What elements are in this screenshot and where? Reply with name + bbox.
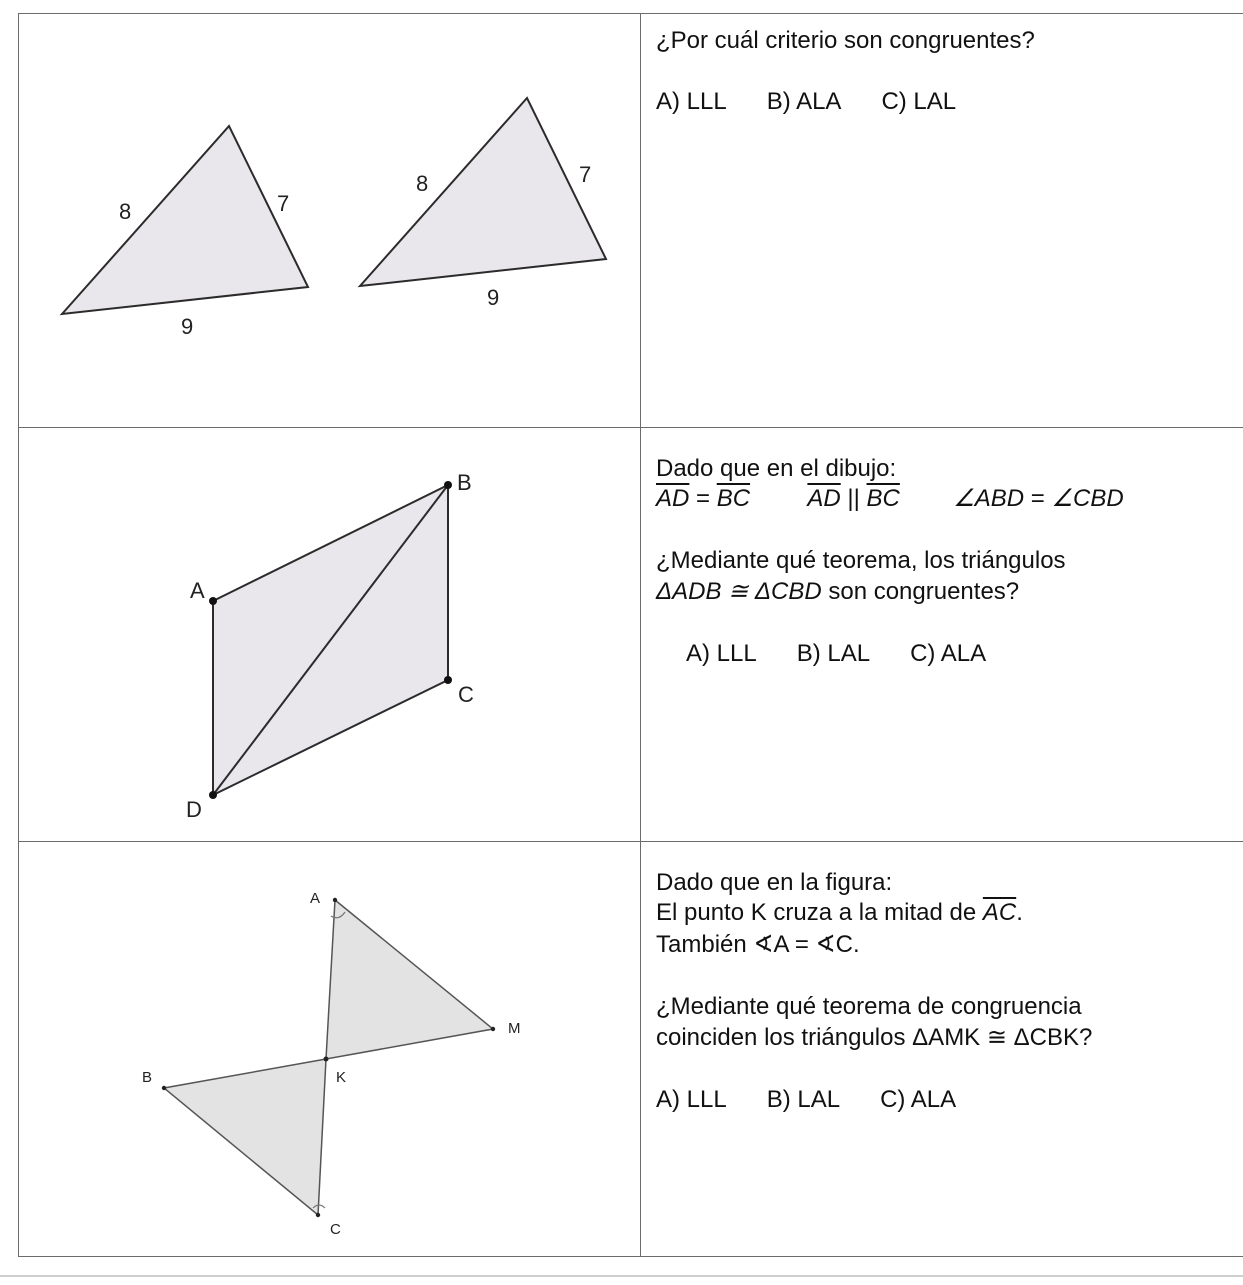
bowtie-triangles-figure	[19, 842, 641, 1256]
left-triangle	[62, 126, 308, 314]
right-side-right-label: 7	[579, 162, 592, 187]
point-m	[491, 1027, 495, 1031]
label-d: D	[186, 797, 202, 822]
question-row-1	[19, 14, 1243, 428]
question-3-options	[656, 1085, 956, 1115]
point-k	[324, 1057, 329, 1062]
text-cell-3	[641, 842, 1243, 1256]
segment-bc: $\overline{BC}$	[716, 485, 751, 512]
question-3-line1: ¿Mediante qué teorema de congruencia	[656, 993, 1082, 1020]
page-bottom-divider	[0, 1275, 1243, 1277]
point-b	[444, 481, 452, 489]
given-1-post: .	[1016, 899, 1023, 926]
worksheet-table	[18, 13, 1243, 1257]
left-side-left-label: 8	[119, 199, 132, 224]
label-a: A	[190, 578, 205, 603]
option-a: A) LLL	[656, 1086, 727, 1113]
label-m: M	[508, 1020, 521, 1037]
label-b: B	[457, 470, 472, 495]
figure-cell-1	[19, 14, 641, 427]
option-a: A) LLL	[686, 640, 757, 667]
question-2-line2	[656, 577, 1019, 607]
right-triangle	[360, 98, 606, 286]
text-cell-2	[641, 428, 1243, 841]
left-side-bottom-label: 9	[181, 314, 194, 339]
triangle-amk	[326, 900, 493, 1059]
label-b: B	[142, 1069, 153, 1086]
label-c: C	[458, 682, 474, 707]
point-b	[162, 1086, 166, 1090]
question-row-3	[19, 842, 1243, 1256]
segment-bc-2: $\overline{BC}$	[866, 485, 900, 512]
point-a	[333, 898, 337, 902]
angle-abd: ∠ABD	[953, 485, 1025, 512]
point-a	[209, 597, 217, 605]
option-b: B) ALA	[766, 88, 842, 115]
option-b: B) LAL	[766, 1086, 841, 1113]
question-2-line1: ¿Mediante qué teorema, los triángulos	[656, 547, 1066, 574]
right-side-left-label: 8	[416, 171, 429, 196]
angle-equals: =	[1030, 485, 1045, 512]
question-1-text: ¿Por cuál criterio son congruentes?	[656, 27, 1035, 54]
question-1-options	[656, 87, 956, 117]
question-3-line2: coinciden los triángulos ΔAMK ≅ ΔCBK?	[656, 1024, 1093, 1051]
figure-cell-3	[19, 842, 641, 1256]
question-row-2	[19, 428, 1243, 842]
left-side-right-label: 7	[277, 191, 290, 216]
option-c: C) ALA	[880, 1086, 957, 1113]
given-1-pre: El punto K cruza a la mitad de	[656, 899, 983, 926]
segment-ac: $\overline{AC}$	[982, 899, 1017, 926]
parallel-sign: ||	[847, 485, 860, 512]
question-3-given-1	[656, 898, 1023, 928]
text-cell-1	[641, 14, 1243, 427]
two-triangles-figure	[19, 14, 641, 428]
parallelogram-figure	[19, 428, 641, 842]
question-2-options	[686, 639, 986, 669]
question-2-given	[656, 484, 1124, 514]
point-d	[209, 791, 217, 799]
label-k: K	[336, 1069, 347, 1086]
option-c: C) ALA	[910, 640, 987, 667]
segment-ad-2: $\overline{AD}$	[807, 485, 841, 512]
triangles-congruence: ΔADB ≅ ΔCBD	[656, 578, 822, 605]
question-3-intro: Dado que en la figura:	[656, 869, 893, 896]
segment-ad: $\overline{AD}$	[656, 485, 690, 512]
option-c: C) LAL	[881, 88, 957, 115]
angle-cbd: ∠CBD	[1051, 485, 1124, 512]
point-c	[316, 1213, 320, 1217]
point-c	[444, 676, 452, 684]
right-side-bottom-label: 9	[487, 285, 500, 310]
question-3-given-2: También ∢A = ∢C.	[656, 931, 860, 958]
question-2-intro: Dado que en el dibujo:	[656, 455, 897, 482]
label-a: A	[310, 890, 321, 907]
label-c: C	[330, 1221, 341, 1238]
equals-sign: =	[696, 485, 711, 512]
triangle-cbk	[164, 1059, 326, 1215]
option-b: B) LAL	[796, 640, 871, 667]
option-a: A) LLL	[656, 88, 727, 115]
figure-cell-2	[19, 428, 641, 841]
question-2-line2-rest: son congruentes?	[821, 578, 1020, 605]
